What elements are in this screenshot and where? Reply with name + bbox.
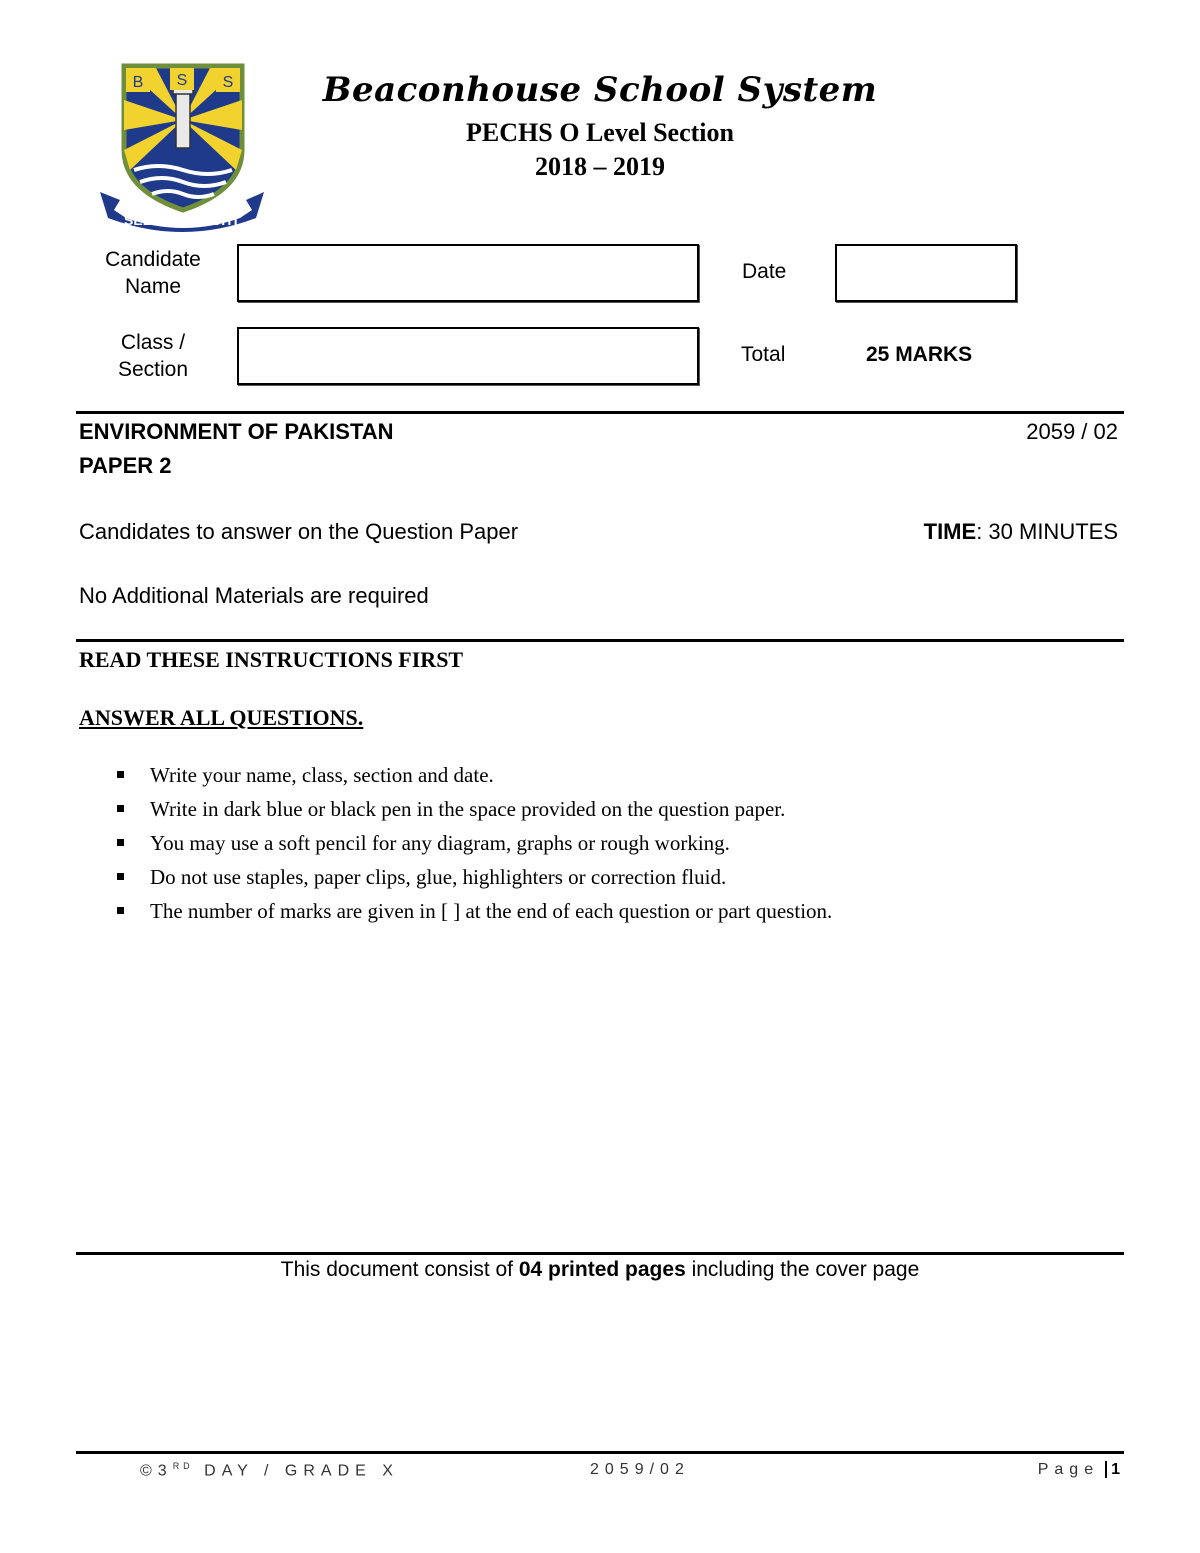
list-item	[114, 829, 832, 863]
bullet-icon	[117, 805, 124, 812]
school-crest-logo	[96, 60, 268, 232]
instruction-text: Write in dark blue or black pen in the space provided on the question paper.	[150, 797, 786, 821]
footer-page	[1038, 1461, 1120, 1479]
crest-letter: S	[222, 74, 234, 91]
footer-divider	[76, 1451, 1124, 1454]
footer-prefix: ©3	[140, 1462, 173, 1480]
divider	[76, 411, 1124, 414]
academic-year: 2018 – 2019	[535, 152, 665, 181]
crest-motto: SEEK THE LIGHT	[124, 212, 240, 228]
paper-number: PAPER 2	[79, 453, 172, 478]
bullet-icon	[117, 771, 124, 778]
instructions-list	[114, 761, 832, 931]
note-pages: 04 printed pages	[518, 1258, 686, 1281]
divider	[76, 639, 1124, 642]
list-item	[114, 863, 832, 897]
date-label: Date	[742, 260, 787, 283]
answer-all-heading: ANSWER ALL QUESTIONS.	[79, 705, 364, 730]
instruction-text: You may use a soft pencil for any diagram, graphs or rough working.	[150, 831, 730, 855]
date-field[interactable]	[835, 244, 1017, 302]
candidate-name-label: Candidate Name	[105, 248, 201, 298]
page-label: Page	[1037, 1461, 1100, 1478]
page-number: 1	[1105, 1461, 1120, 1478]
instruction-text: The number of marks are given in [ ] at the end of each question or part question.	[150, 899, 833, 923]
footer-sup: RD	[172, 1461, 194, 1471]
divider	[76, 1252, 1124, 1255]
list-item	[114, 795, 832, 829]
note-suffix: including the cover page	[685, 1258, 920, 1281]
time-label: TIME	[923, 519, 977, 544]
list-item	[114, 897, 832, 931]
candidate-name-field[interactable]	[237, 244, 699, 302]
bullet-icon	[117, 839, 124, 846]
bullet-icon	[117, 873, 124, 880]
page-count-note	[0, 1258, 1200, 1282]
materials-note: No Additional Materials are required	[79, 583, 429, 608]
note-prefix: This document consist of	[280, 1258, 519, 1281]
subject-title: ENVIRONMENT OF PAKISTAN	[79, 419, 394, 444]
crest-letter: B	[132, 74, 144, 91]
crest-letter: S	[176, 72, 188, 89]
list-item	[114, 761, 832, 795]
time-allowed	[924, 519, 1118, 545]
instruction-text: Write your name, class, section and date.	[150, 763, 494, 787]
paper-code: 2059 / 02	[1026, 419, 1118, 444]
bullet-icon	[117, 907, 124, 914]
footer-day-grade	[140, 1461, 399, 1480]
footer-suffix: DAY / GRADE X	[193, 1462, 399, 1480]
total-label: Total	[741, 343, 786, 366]
school-name: Beaconhouse School System	[322, 70, 878, 110]
answer-on-note: Candidates to answer on the Question Paper	[79, 519, 519, 544]
footer-code: 2059/02	[590, 1461, 690, 1478]
class-section-label: Class / Section	[117, 331, 189, 381]
instructions-heading: READ THESE INSTRUCTIONS FIRST	[79, 647, 464, 672]
total-marks-value: 25 MARKS	[866, 343, 973, 366]
time-value: : 30 MINUTES	[976, 519, 1118, 544]
school-section: PECHS O Level Section	[466, 118, 734, 147]
class-section-field[interactable]	[237, 327, 699, 385]
instruction-text: Do not use staples, paper clips, glue, highlighters or correction fluid.	[150, 865, 727, 889]
